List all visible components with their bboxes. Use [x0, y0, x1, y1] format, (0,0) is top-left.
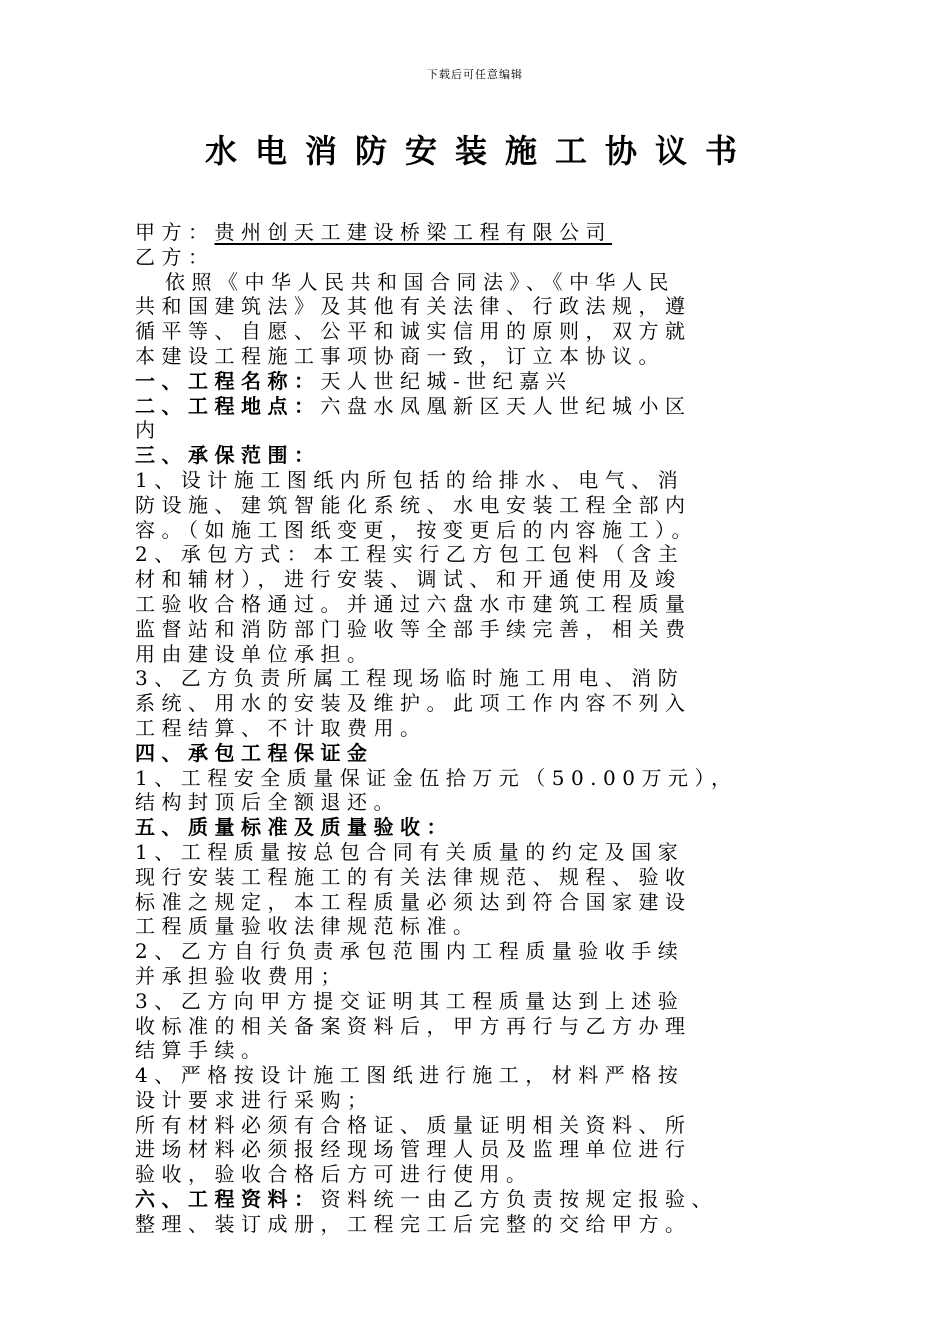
section-2-heading: 二、工程地点：	[135, 393, 321, 418]
section-4-heading: 四、承包工程保证金	[135, 740, 374, 765]
section-3-line: 材和辅材），进行安装、调试、和开通使用及竣	[135, 567, 682, 592]
section-3-line: 防设施、建筑智能化系统、水电安装工程全部内	[135, 492, 692, 517]
section-5-line: 2、乙方自行负责承包范围内工程质量验收手续	[135, 939, 685, 964]
section-3-line: 容。（如施工图纸变更，按变更后的内容施工）。	[135, 517, 698, 542]
section-5-line: 工程质量验收法律规范标准。	[135, 914, 480, 939]
section-5-line: 进场材料必须报经现场管理人员及监理单位进行	[135, 1137, 692, 1162]
section-2-line	[135, 394, 835, 419]
party-a-label: 甲方：	[135, 220, 215, 244]
section-5-heading: 五、质量标准及质量验收：	[135, 815, 453, 840]
section-3-heading: 三、承保范围：	[135, 443, 321, 468]
section-3-line: 3、乙方负责所属工程现场临时施工用电、消防	[135, 666, 685, 691]
section-6-cont: 整理、装订成册，工程完工后完整的交给甲方。	[135, 1211, 692, 1236]
section-6-text: 资料统一由乙方负责按规定报验、	[320, 1187, 718, 1212]
section-5-line: 并承担验收费用；	[135, 963, 347, 988]
project-location-cont: 内	[135, 418, 162, 443]
section-4-line: 结构封顶后全额退还。	[135, 790, 400, 815]
section-5-line: 收标准的相关备案资料后，甲方再行与乙方办理	[135, 1013, 692, 1038]
section-3-line: 监督站和消防部门验收等全部手续完善，相关费	[135, 616, 692, 641]
intro-line: 循平等、自愿、公平和诚实信用的原则，双方就	[135, 319, 692, 344]
section-3-line: 工程结算、不计取费用。	[135, 715, 427, 740]
section-3-line: 工验收合格通过。并通过六盘水市建筑工程质量	[135, 591, 692, 616]
section-4-line: 1、工程安全质量保证金伍拾万元（50.00万元），	[135, 765, 738, 790]
section-6-heading: 六、工程资料：	[135, 1187, 321, 1212]
intro-line: 依照《中华人民共和国合同法》、《中华人民	[165, 269, 675, 294]
party-b-line	[135, 245, 835, 270]
section-5-line: 验收，验收合格后方可进行使用。	[135, 1162, 533, 1187]
section-5-line: 现行安装工程施工的有关法律规范、规程、验收	[135, 864, 692, 889]
section-5-line: 1、工程质量按总包合同有关质量的约定及国家	[135, 839, 685, 864]
section-5-line: 结算手续。	[135, 1038, 268, 1063]
intro-line: 本建设工程施工事项协商一致，订立本协议。	[135, 343, 665, 368]
document-title: 水电消防安装施工协议书	[204, 132, 755, 170]
section-6-line	[135, 1187, 835, 1212]
section-5-line: 设计要求进行采购；	[135, 1087, 374, 1112]
party-a-line	[135, 220, 835, 245]
section-5-line: 4、严格按设计施工图纸进行施工，材料严格按	[135, 1063, 685, 1088]
section-5-line: 所有材料必须有合格证、质量证明相关资料、所	[135, 1112, 692, 1137]
party-b-label: 乙方：	[135, 244, 215, 269]
section-3-line: 用由建设单位承担。	[135, 641, 374, 666]
project-location: 六盘水凤凰新区天人世纪城小区	[320, 393, 692, 418]
document-body	[135, 220, 835, 1237]
section-1-line	[135, 369, 835, 394]
section-3-line: 2、承包方式：本工程实行乙方包工包料（含主	[135, 542, 685, 567]
project-name: 天人世纪城-世纪嘉兴	[320, 368, 573, 393]
party-a-name: 贵州创天工建设桥梁工程有限公司	[214, 220, 612, 244]
section-5-line: 3、乙方向甲方提交证明其工程质量达到上述验	[135, 988, 685, 1013]
header-note: 下载后可任意编辑	[427, 68, 523, 81]
section-5-line: 标准之规定，本工程质量必须达到符合国家建设	[135, 889, 692, 914]
section-3-line: 系统、用水的安装及维护。此项工作内容不列入	[135, 691, 692, 716]
section-1-heading: 一、工程名称：	[135, 368, 321, 393]
section-3-line: 1、设计施工图纸内所包括的给排水、电气、消	[135, 467, 685, 492]
intro-line: 共和国建筑法》及其他有关法律、行政法规，遵	[135, 294, 692, 319]
